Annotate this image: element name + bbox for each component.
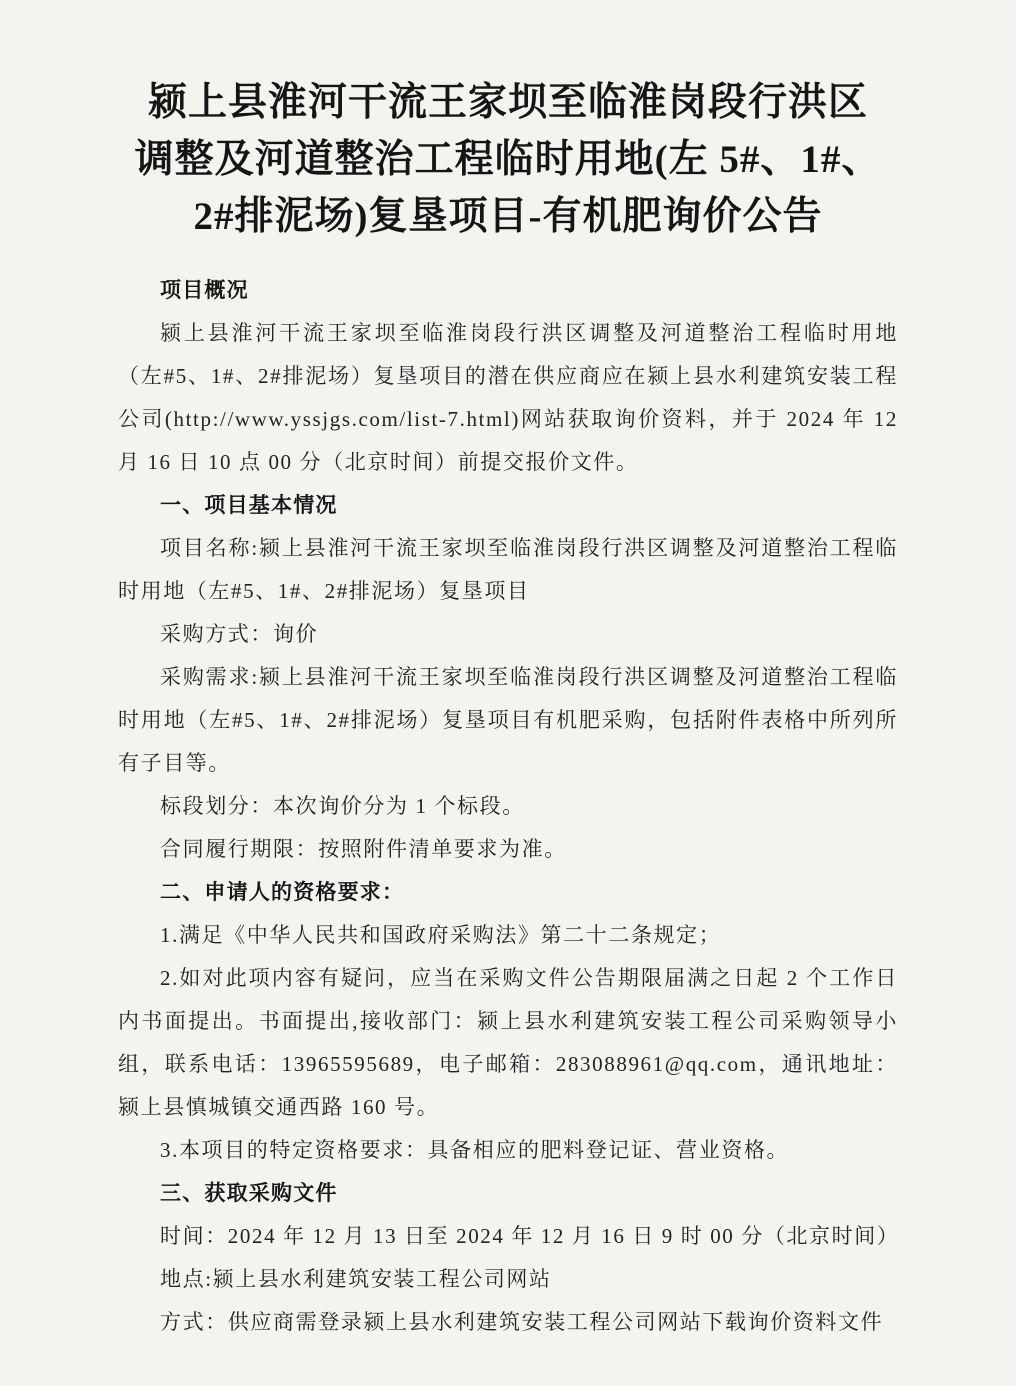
para-obtain-method: 方式：供应商需登录颍上县水利建筑安装工程公司网站下载询价资料文件 bbox=[160, 1310, 884, 1334]
heading-section-2-qualifications: 二、申请人的资格要求： bbox=[160, 881, 405, 904]
document-body bbox=[118, 269, 898, 1344]
para-qualification-1: 1.满足《中华人民共和国政府采购法》第二十二条规定； bbox=[160, 923, 722, 947]
para-qualification-3: 3.本项目的特定资格要求：具备相应的肥料登记证、营业资格。 bbox=[160, 1138, 790, 1162]
para-contract-period: 合同履行期限：按照附件清单要求为准。 bbox=[160, 837, 567, 861]
para-obtain-time: 时间：2024 年 12 月 13 日至 2024 年 12 月 16 日 9 时 00 分（北京时间） bbox=[160, 1224, 900, 1248]
title-line-1: 颍上县淮河干流王家坝至临淮岗段行洪区 bbox=[147, 81, 868, 124]
announcement-title bbox=[104, 74, 912, 245]
para-lot-division: 标段划分：本次询价分为 1 个标段。 bbox=[160, 794, 525, 818]
heading-project-overview: 项目概况 bbox=[160, 279, 249, 302]
para-procurement-method: 采购方式：询价 bbox=[160, 622, 319, 646]
title-line-3: 2#排泥场)复垦项目-有机肥询价公告 bbox=[193, 195, 823, 238]
heading-section-3-obtain-documents: 三、获取采购文件 bbox=[160, 1182, 338, 1205]
para-procurement-demand: 采购需求:颍上县淮河干流王家坝至临淮岗段行洪区调整及河道整治工程临时用地（左#5、1#、2#排泥场）复垦项目有机肥采购，包括附件表格中所列所有子目等。 bbox=[118, 665, 898, 775]
heading-section-1-basic-info: 一、项目基本情况 bbox=[160, 494, 338, 517]
para-project-summary: 颍上县淮河干流王家坝至临淮岗段行洪区调整及河道整治工程临时用地（左#5、1#、2#排泥场）复垦项目的潜在供应商应在颍上县水利建筑安装工程公司(http://www.yssjgs.com/list-7.html)网站获取询价资料，并于 2024 年 12 月 16 日 10 点 00 分（北京时间）前提交报价文件。 bbox=[118, 321, 898, 474]
title-line-2: 调整及河道整治工程临时用地(左 5#、1#、 bbox=[134, 138, 882, 181]
para-obtain-location: 地点:颍上县水利建筑安装工程公司网站 bbox=[160, 1267, 552, 1291]
para-qualification-2: 2.如对此项内容有疑问，应当在采购文件公告期限届满之日起 2 个工作日内书面提出。书面提出,接收部门：颍上县水利建筑安装工程公司采购领导小组，联系电话：13965595689，电子邮箱：283088961@qq.com，通讯地址：颍上县慎城镇交通西路 160 号。 bbox=[118, 966, 898, 1119]
para-project-name: 项目名称:颍上县淮河干流王家坝至临淮岗段行洪区调整及河道整治工程临时用地（左#5、1#、2#排泥场）复垦项目 bbox=[118, 536, 898, 603]
